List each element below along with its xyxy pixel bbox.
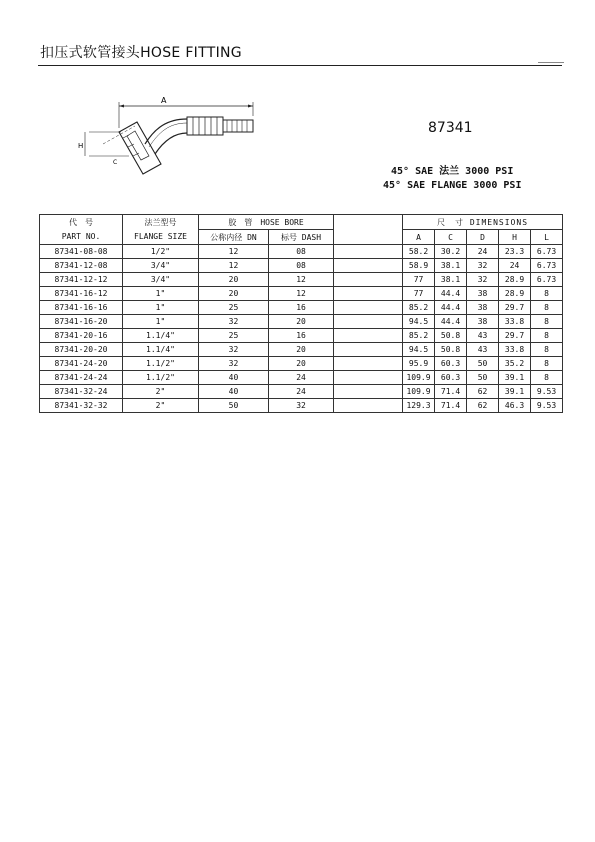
dim-a-cell: 77 bbox=[403, 287, 435, 301]
header-dash: 标号 DASH bbox=[269, 230, 334, 245]
dim-c-cell: 38.1 bbox=[435, 273, 467, 287]
dim-l-cell: 6.73 bbox=[531, 259, 563, 273]
dim-c-label: C bbox=[113, 159, 118, 166]
dim-l-cell: 8 bbox=[531, 371, 563, 385]
header-dn: 公称内径 DN bbox=[199, 230, 269, 245]
table-row bbox=[40, 399, 563, 413]
hose-dash-cell: 08 bbox=[269, 245, 334, 259]
flange-size-cell: 1.1/2" bbox=[123, 371, 199, 385]
flange-size-cell: 1" bbox=[123, 315, 199, 329]
dim-a-cell: 95.9 bbox=[403, 357, 435, 371]
header-rule-mark bbox=[538, 62, 564, 63]
dim-d-cell: 50 bbox=[467, 357, 499, 371]
flange-size-cell: 1/2" bbox=[123, 245, 199, 259]
dim-d-cell: 62 bbox=[467, 399, 499, 413]
spacer-cell bbox=[334, 315, 403, 329]
dim-c-cell: 30.2 bbox=[435, 245, 467, 259]
hose-dash-cell: 20 bbox=[269, 315, 334, 329]
table-body bbox=[40, 245, 563, 413]
dim-l-cell: 9.53 bbox=[531, 385, 563, 399]
header-blank-cell bbox=[334, 215, 403, 245]
part-no-cell: 87341-12-12 bbox=[40, 273, 123, 287]
dim-l-cell: 8 bbox=[531, 329, 563, 343]
dim-d-cell: 38 bbox=[467, 301, 499, 315]
hose-dn-cell: 50 bbox=[199, 399, 269, 413]
header-flange-en: FLANGE SIZE bbox=[123, 230, 199, 245]
dim-a-cell: 58.9 bbox=[403, 259, 435, 273]
flange-size-cell: 1" bbox=[123, 301, 199, 315]
part-no-cell: 87341-12-08 bbox=[40, 259, 123, 273]
flange-size-cell: 1.1/2" bbox=[123, 357, 199, 371]
header-part-no-en: PART NO. bbox=[40, 230, 123, 245]
flange-size-cell: 2" bbox=[123, 399, 199, 413]
flange-size-cell: 1" bbox=[123, 287, 199, 301]
hose-dn-cell: 25 bbox=[199, 301, 269, 315]
spacer-cell bbox=[334, 245, 403, 259]
part-no-cell: 87341-16-16 bbox=[40, 301, 123, 315]
dim-l-cell: 9.53 bbox=[531, 399, 563, 413]
table-header-row-2 bbox=[40, 230, 563, 245]
dim-d-cell: 32 bbox=[467, 273, 499, 287]
header-dim-c: C bbox=[435, 230, 467, 245]
dim-d-cell: 38 bbox=[467, 287, 499, 301]
dimensions-table bbox=[39, 214, 563, 413]
dim-l-cell: 8 bbox=[531, 287, 563, 301]
spacer-cell bbox=[334, 287, 403, 301]
dim-c-cell: 38.1 bbox=[435, 259, 467, 273]
dim-a-cell: 109.9 bbox=[403, 371, 435, 385]
dim-a-cell: 77 bbox=[403, 273, 435, 287]
dim-d-cell: 24 bbox=[467, 245, 499, 259]
hose-dash-cell: 20 bbox=[269, 343, 334, 357]
dim-a-cell: 129.3 bbox=[403, 399, 435, 413]
dim-a-cell: 94.5 bbox=[403, 315, 435, 329]
dim-h-cell: 23.3 bbox=[499, 245, 531, 259]
dim-d-cell: 50 bbox=[467, 371, 499, 385]
dim-c-cell: 44.4 bbox=[435, 315, 467, 329]
spacer-cell bbox=[334, 343, 403, 357]
dim-h-label: H bbox=[78, 142, 84, 150]
dim-h-cell: 28.9 bbox=[499, 287, 531, 301]
dim-a-cell: 85.2 bbox=[403, 329, 435, 343]
dim-h-cell: 35.2 bbox=[499, 357, 531, 371]
dim-l-cell: 8 bbox=[531, 301, 563, 315]
table-row bbox=[40, 357, 563, 371]
table-row bbox=[40, 371, 563, 385]
dim-c-cell: 50.8 bbox=[435, 329, 467, 343]
part-no-cell: 87341-20-16 bbox=[40, 329, 123, 343]
hose-dash-cell: 12 bbox=[269, 287, 334, 301]
table-row bbox=[40, 385, 563, 399]
flange-size-cell: 1.1/4" bbox=[123, 343, 199, 357]
spacer-cell bbox=[334, 371, 403, 385]
hose-dash-cell: 24 bbox=[269, 371, 334, 385]
hose-dn-cell: 40 bbox=[199, 371, 269, 385]
part-no-cell: 87341-16-20 bbox=[40, 315, 123, 329]
dim-d-cell: 43 bbox=[467, 343, 499, 357]
spacer-cell bbox=[334, 329, 403, 343]
dim-c-cell: 60.3 bbox=[435, 357, 467, 371]
hose-dn-cell: 12 bbox=[199, 245, 269, 259]
dim-c-cell: 60.3 bbox=[435, 371, 467, 385]
dim-l-cell: 8 bbox=[531, 343, 563, 357]
subtitle-cn: 45° SAE 法兰 3000 PSI bbox=[391, 166, 514, 177]
flange-size-cell: 3/4" bbox=[123, 273, 199, 287]
dim-a-cell: 109.9 bbox=[403, 385, 435, 399]
part-no-cell: 87341-08-08 bbox=[40, 245, 123, 259]
hose-dn-cell: 12 bbox=[199, 259, 269, 273]
hose-dash-cell: 32 bbox=[269, 399, 334, 413]
part-no-cell: 87341-32-32 bbox=[40, 399, 123, 413]
dim-a-cell: 85.2 bbox=[403, 301, 435, 315]
table-row bbox=[40, 315, 563, 329]
spacer-cell bbox=[334, 399, 403, 413]
header-dim-d: D bbox=[467, 230, 499, 245]
hose-dash-cell: 16 bbox=[269, 301, 334, 315]
dim-l-cell: 6.73 bbox=[531, 245, 563, 259]
header-flange-cn: 法兰型号 bbox=[123, 215, 199, 230]
dim-c-cell: 50.8 bbox=[435, 343, 467, 357]
header-dimensions: 尺 寸 DIMENSIONS bbox=[403, 215, 563, 230]
table-row bbox=[40, 245, 563, 259]
dim-h-cell: 39.1 bbox=[499, 371, 531, 385]
hose-dn-cell: 40 bbox=[199, 385, 269, 399]
hose-dn-cell: 32 bbox=[199, 315, 269, 329]
flange-size-cell: 2" bbox=[123, 385, 199, 399]
header-dim-a: A bbox=[403, 230, 435, 245]
spacer-cell bbox=[334, 273, 403, 287]
table-header-row-1 bbox=[40, 215, 563, 230]
dim-a-cell: 94.5 bbox=[403, 343, 435, 357]
part-no-cell: 87341-24-20 bbox=[40, 357, 123, 371]
header-dim-h: H bbox=[499, 230, 531, 245]
dim-c-cell: 44.4 bbox=[435, 301, 467, 315]
dim-l-cell: 8 bbox=[531, 315, 563, 329]
dim-d-cell: 43 bbox=[467, 329, 499, 343]
spacer-cell bbox=[334, 259, 403, 273]
hose-dn-cell: 20 bbox=[199, 273, 269, 287]
header-dim-l: L bbox=[531, 230, 563, 245]
table-row bbox=[40, 329, 563, 343]
flange-size-cell: 3/4" bbox=[123, 259, 199, 273]
dim-l-cell: 6.73 bbox=[531, 273, 563, 287]
header-hose-bore: 胶 管 HOSE BORE bbox=[199, 215, 334, 230]
dim-c-cell: 44.4 bbox=[435, 287, 467, 301]
dim-c-cell: 71.4 bbox=[435, 385, 467, 399]
spacer-cell bbox=[334, 301, 403, 315]
table-row bbox=[40, 259, 563, 273]
dim-h-cell: 29.7 bbox=[499, 329, 531, 343]
dim-l-cell: 8 bbox=[531, 357, 563, 371]
dim-h-cell: 29.7 bbox=[499, 301, 531, 315]
table-row bbox=[40, 343, 563, 357]
part-code: 87341 bbox=[428, 120, 473, 136]
dim-c-cell: 71.4 bbox=[435, 399, 467, 413]
hose-dn-cell: 32 bbox=[199, 357, 269, 371]
table-row bbox=[40, 273, 563, 287]
hose-dn-cell: 32 bbox=[199, 343, 269, 357]
dim-a-cell: 58.2 bbox=[403, 245, 435, 259]
dim-h-cell: 28.9 bbox=[499, 273, 531, 287]
dim-d-cell: 62 bbox=[467, 385, 499, 399]
spacer-cell bbox=[334, 385, 403, 399]
subtitle-en: 45° SAE FLANGE 3000 PSI bbox=[383, 180, 522, 191]
part-no-cell: 87341-32-24 bbox=[40, 385, 123, 399]
dim-h-cell: 39.1 bbox=[499, 385, 531, 399]
dim-d-cell: 38 bbox=[467, 315, 499, 329]
dim-h-cell: 33.8 bbox=[499, 315, 531, 329]
hose-dn-cell: 25 bbox=[199, 329, 269, 343]
table-row bbox=[40, 287, 563, 301]
flange-size-cell: 1.1/4" bbox=[123, 329, 199, 343]
part-no-cell: 87341-20-20 bbox=[40, 343, 123, 357]
header-rule bbox=[38, 65, 562, 66]
hose-dash-cell: 24 bbox=[269, 385, 334, 399]
hose-dn-cell: 20 bbox=[199, 287, 269, 301]
spacer-cell bbox=[334, 357, 403, 371]
header-part-no-cn: 代 号 bbox=[40, 215, 123, 230]
hose-dash-cell: 12 bbox=[269, 273, 334, 287]
fitting-drawing bbox=[75, 92, 265, 192]
page-title: 扣压式软管接头HOSE FITTING bbox=[40, 45, 242, 61]
dim-h-cell: 33.8 bbox=[499, 343, 531, 357]
hose-dash-cell: 20 bbox=[269, 357, 334, 371]
part-no-cell: 87341-16-12 bbox=[40, 287, 123, 301]
part-no-cell: 87341-24-24 bbox=[40, 371, 123, 385]
hose-dash-cell: 08 bbox=[269, 259, 334, 273]
dim-d-cell: 32 bbox=[467, 259, 499, 273]
dim-h-cell: 46.3 bbox=[499, 399, 531, 413]
dim-a-label: A bbox=[161, 96, 167, 105]
hose-dash-cell: 16 bbox=[269, 329, 334, 343]
table-row bbox=[40, 301, 563, 315]
dim-h-cell: 24 bbox=[499, 259, 531, 273]
